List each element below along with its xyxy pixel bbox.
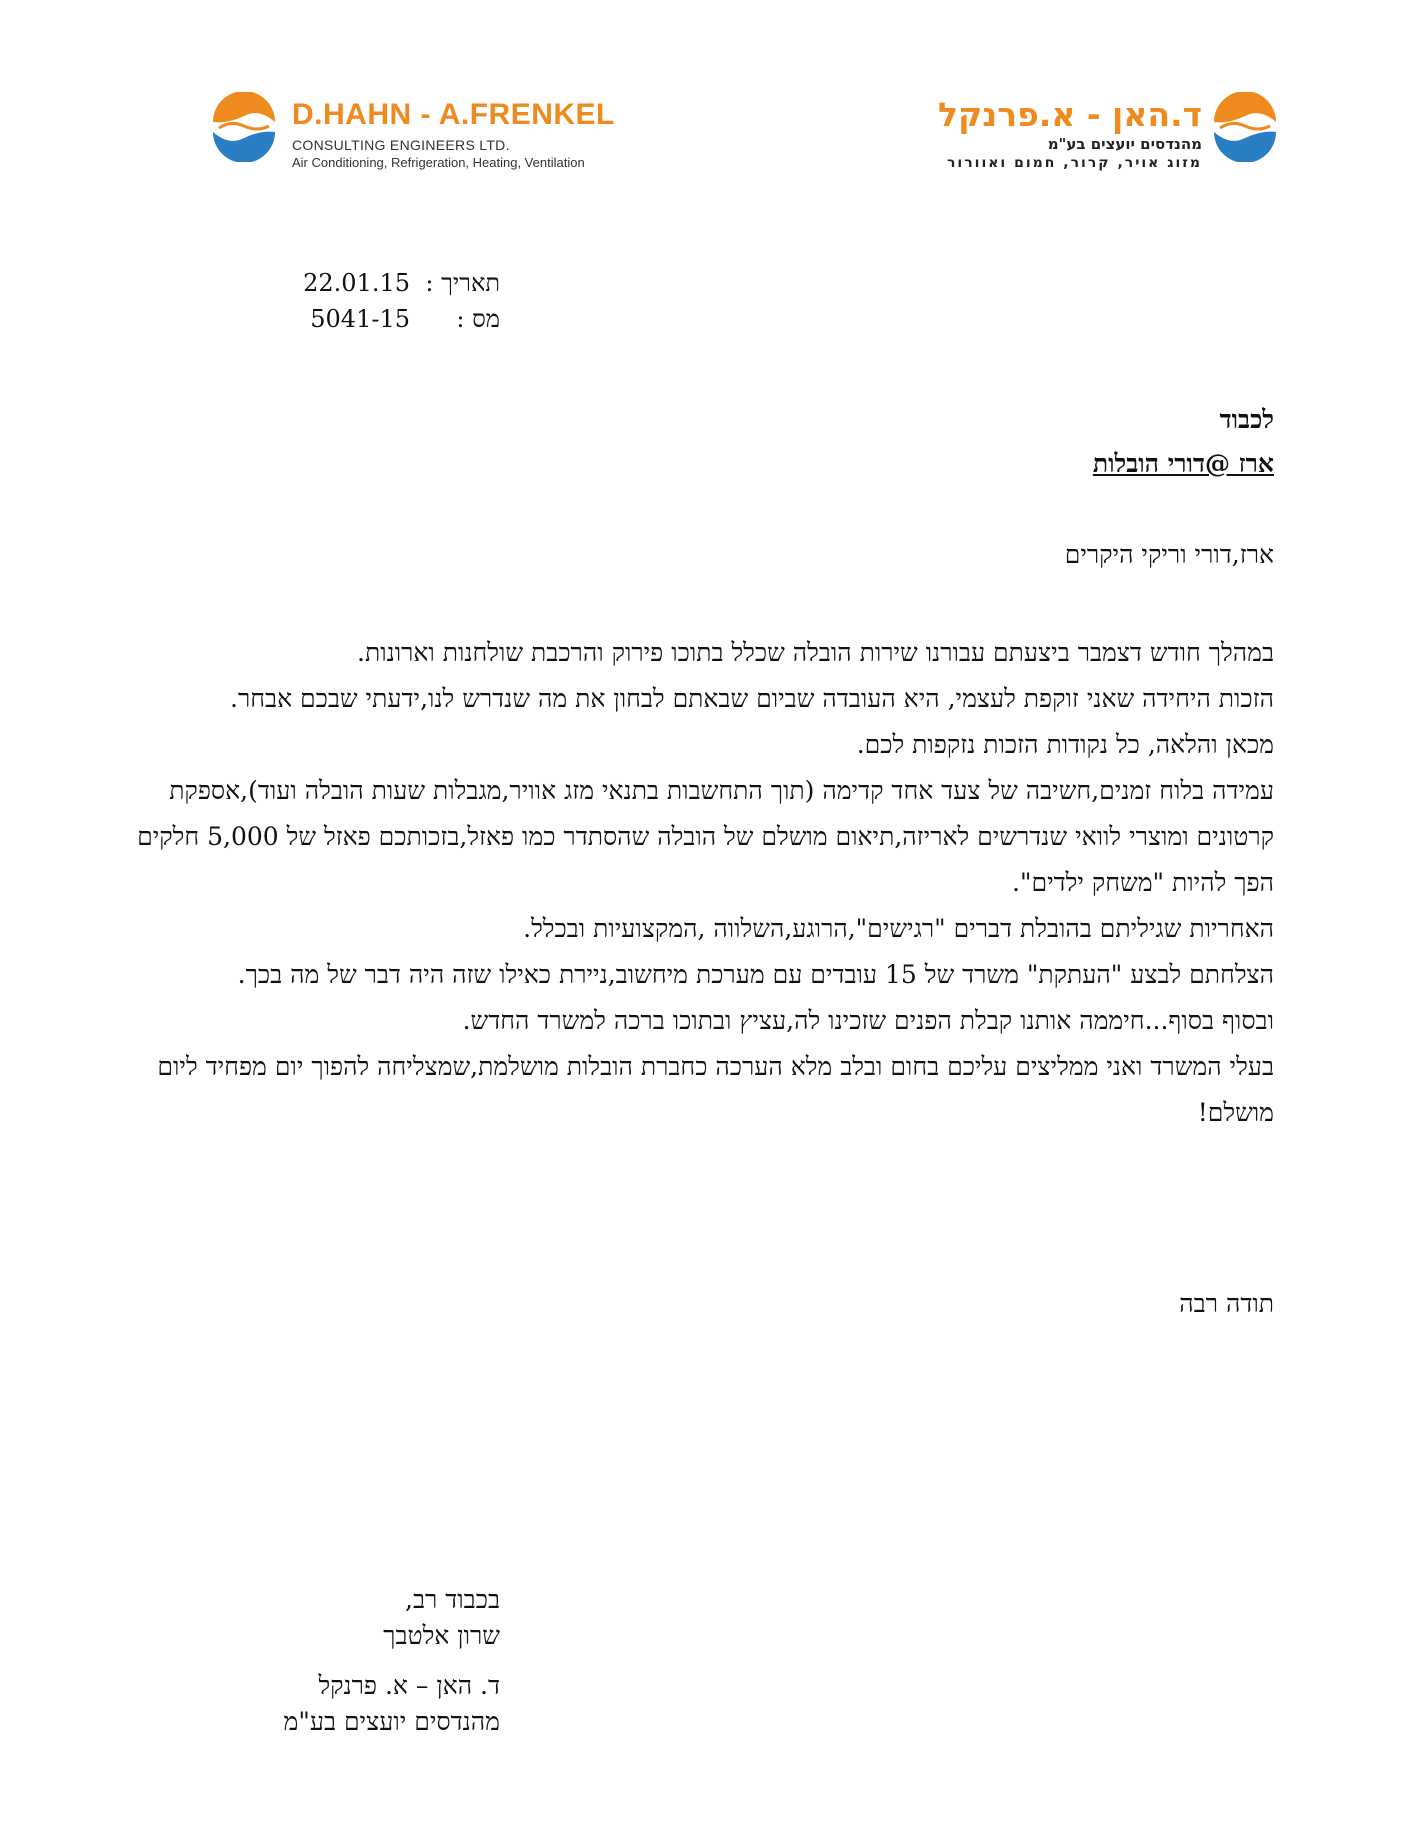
paragraph: ובסוף בסוף...חיממה אותנו קבלת הפנים שזכינו לה,עציץ ובתוכו ברכה למשרד החדש. bbox=[462, 1006, 1274, 1035]
paragraph: הזכות היחידה שאני זוקפת לעצמי, היא העובדה שביום שבאתם לבחון את מה שנדרש לנו,ידעתי שבכם אבחר. bbox=[230, 684, 1274, 713]
company-title: מהנדסים יועצים בע"מ bbox=[283, 1707, 500, 1736]
paragraph: מכאן והלאה, כל נקודות הזכות נזקפות לכם. bbox=[856, 730, 1274, 759]
company-name: ד. האן – א. פרנקל bbox=[318, 1671, 500, 1700]
brand-he-subtitle: מהנדסים יועצים בע"מ bbox=[1047, 135, 1202, 153]
closing-block bbox=[230, 1582, 500, 1654]
paragraph: עמידה בלוח זמנים,חשיבה של צעד אחד קדימה (תוך התחשבות בתנאי מזג אוויר,מגבלות שעות הובלה ועוד),אספקת קרטונים ומוצרי לוואי שנדרשים לאריזה,תיאום מושלם של הובלה שהסתדר כמו פאזל,בזכותכם פאזל של 5,000 חלקים הפך להיות "משחק ילדים". bbox=[137, 776, 1274, 897]
recipient-block bbox=[674, 398, 1274, 486]
swirl-logo-icon bbox=[1210, 92, 1280, 162]
recipient-name: ארז @דורי הובלות bbox=[1092, 449, 1274, 478]
brand-hebrew bbox=[842, 96, 1202, 173]
paragraph: במהלך חודש דצמבר ביצעתם עבורנו שירות הובלה שכלל בתוכו פירוק והרכבת שולחנות וארונות. bbox=[357, 638, 1274, 667]
brand-en-subtitle: CONSULTING ENGINEERS LTD. bbox=[292, 137, 510, 153]
date-value: 22.01.15 bbox=[303, 269, 410, 297]
brand-he-services: מזוג אויר, קרור, חמום ואוורור bbox=[946, 155, 1202, 171]
greeting: ארז,דורי וריקי היקרים bbox=[1064, 540, 1274, 569]
brand-english bbox=[292, 98, 652, 171]
date-row bbox=[300, 265, 500, 301]
regards-line: בכבוד רב, bbox=[405, 1585, 500, 1614]
brand-he-title: ד.האן - א.פרנקל bbox=[938, 95, 1202, 134]
thanks-line: תודה רבה bbox=[1179, 1289, 1274, 1318]
number-label: מס : bbox=[456, 305, 500, 333]
letter-meta bbox=[300, 265, 500, 337]
number-row bbox=[300, 301, 500, 337]
paragraph: האחריות שגיליתם בהובלת דברים "רגישים",הרוגע,השלווה ,המקצועיות ובכלל. bbox=[523, 914, 1274, 943]
paragraph: בעלי המשרד ואני ממליצים עליכם בחום ובלב מלא הערכה כחברת הובלות מושלמת,שמצליחה להפוך יום מפחיד ליום מושלם! bbox=[157, 1052, 1274, 1127]
signer-name: שרון אלטבך bbox=[383, 1621, 500, 1650]
to-label: לכבוד bbox=[1219, 405, 1274, 434]
brand-en-services: Air Conditioning, Refrigeration, Heating, Ventilation bbox=[292, 155, 585, 170]
number-value: 5041-15 bbox=[310, 305, 410, 333]
company-signature bbox=[230, 1668, 500, 1740]
swirl-logo-icon bbox=[209, 92, 279, 162]
date-label: תאריך : bbox=[425, 269, 500, 297]
letter-body bbox=[134, 630, 1274, 1136]
brand-en-title: D.HAHN - A.FRENKEL bbox=[292, 98, 615, 131]
paragraph: הצלחתם לבצע "העתקת" משרד של 15 עובדים עם מערכת מיחשוב,ניירת כאילו שזה היה דבר של מה בכך. bbox=[237, 960, 1274, 989]
